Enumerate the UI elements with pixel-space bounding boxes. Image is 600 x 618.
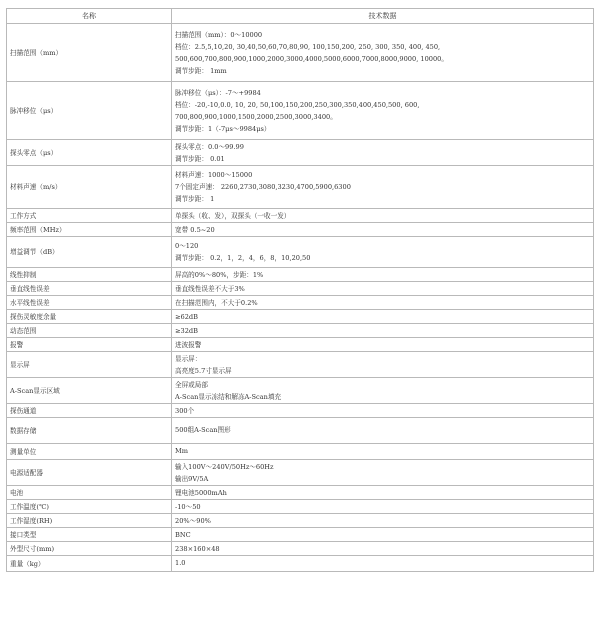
spec-value xyxy=(172,556,594,572)
spec-value xyxy=(172,82,594,140)
spec-value-line: 材料声速：1000～15000 xyxy=(175,171,253,179)
table-row xyxy=(7,528,594,542)
spec-value xyxy=(172,310,594,324)
spec-value-line: 调节步距： 1mm xyxy=(175,66,227,75)
spec-value xyxy=(172,282,594,296)
spec-value-line: 宽带 0.5~20 xyxy=(175,225,215,234)
spec-name: 材料声速（m/s） xyxy=(7,166,172,209)
spec-value-line: 700,800,900,1000,1500,2000,2500,3000,3400。 xyxy=(175,112,337,121)
spec-value xyxy=(172,338,594,352)
spec-value-line: 在扫描范围内，不大于0.2% xyxy=(175,298,258,307)
spec-name: 垂直线性误差 xyxy=(7,282,172,296)
table-row xyxy=(7,542,594,556)
spec-value-line: Mm xyxy=(175,447,189,455)
spec-value xyxy=(172,324,594,338)
spec-value-line: 1.0 xyxy=(175,559,186,567)
spec-value-line: ≥32dB xyxy=(175,326,198,335)
table-row xyxy=(7,500,594,514)
table-row xyxy=(7,166,594,209)
spec-name: 数据存储 xyxy=(7,418,172,444)
header-tech-data: 技术数据 xyxy=(172,9,594,24)
spec-name: 扫描范围（mm） xyxy=(7,24,172,82)
spec-value-line: 显示屏： xyxy=(175,354,202,363)
spec-name: 增益调节（dB） xyxy=(7,237,172,268)
spec-value-line: 屏高的0%～80%，步距：1% xyxy=(175,270,264,279)
spec-name: 电源适配器 xyxy=(7,460,172,486)
spec-value-line: 0～120 xyxy=(175,242,199,250)
spec-name: A-Scan显示区域 xyxy=(7,378,172,404)
spec-value-line: 输出9V/5A xyxy=(175,474,209,483)
spec-name: 探伤灵敏度余量 xyxy=(7,310,172,324)
spec-value xyxy=(172,486,594,500)
spec-value-line: 档位：2.5,5,10,20, 30,40,50,60,70,80,90, 100,150,200, 250, 300, 350, 400, 450, xyxy=(175,42,441,51)
spec-value xyxy=(172,166,594,209)
spec-value xyxy=(172,209,594,223)
spec-value xyxy=(172,460,594,486)
spec-value xyxy=(172,404,594,418)
spec-table xyxy=(6,8,594,572)
spec-value xyxy=(172,237,594,268)
spec-value xyxy=(172,528,594,542)
spec-value xyxy=(172,352,594,378)
spec-name: 电池 xyxy=(7,486,172,500)
table-row xyxy=(7,140,594,166)
spec-value xyxy=(172,296,594,310)
spec-name: 探伤通道 xyxy=(7,404,172,418)
spec-name: 频率范围（MHz） xyxy=(7,223,172,237)
table-row xyxy=(7,352,594,378)
spec-name: 线性抑制 xyxy=(7,268,172,282)
spec-value-line: 500组A-Scan图形 xyxy=(175,426,231,434)
spec-value xyxy=(172,444,594,460)
table-row xyxy=(7,268,594,282)
spec-name: 工作温度(℃) xyxy=(7,500,172,514)
table-row xyxy=(7,378,594,404)
spec-name: 重量（kg） xyxy=(7,556,172,572)
spec-value-line: 扫描范围（mm）：0～10000 xyxy=(175,30,263,39)
table-header-row xyxy=(7,9,594,24)
table-row xyxy=(7,556,594,572)
table-row xyxy=(7,404,594,418)
spec-value-line: 垂直线性误差不大于3% xyxy=(175,284,245,293)
table-row xyxy=(7,324,594,338)
spec-name: 工作湿度(RH) xyxy=(7,514,172,528)
table-row xyxy=(7,296,594,310)
spec-value-line: 锂电池5000mAh xyxy=(175,488,227,497)
table-row xyxy=(7,460,594,486)
spec-table-body xyxy=(7,24,594,572)
spec-name: 探头零点（μs） xyxy=(7,140,172,166)
spec-value xyxy=(172,500,594,514)
table-row xyxy=(7,237,594,268)
spec-value-line: 20%～90% xyxy=(175,516,211,525)
spec-value xyxy=(172,514,594,528)
spec-value-line: 全屏或局部 xyxy=(175,380,208,389)
spec-value-line: 300个 xyxy=(175,406,195,415)
spec-table-wrapper xyxy=(6,8,593,572)
spec-value-line: 238×160×48 xyxy=(175,544,220,553)
spec-value-line: 脉冲移位（μs）：-7～+9984 xyxy=(175,88,261,97)
spec-value-line: 进波报警 xyxy=(175,340,202,349)
spec-value xyxy=(172,268,594,282)
spec-name: 报警 xyxy=(7,338,172,352)
spec-value-line: 档位：-20,-10,0.0, 10, 20, 50,100,150,200,250,300,350,400,450,500, 600, xyxy=(175,100,420,109)
header-name: 名称 xyxy=(7,9,172,24)
spec-value-line: 高亮度5.7寸显示屏 xyxy=(175,366,232,375)
table-row xyxy=(7,310,594,324)
spec-value-line: 调节步距： 1 xyxy=(175,195,215,203)
spec-value-line: 500,600,700,800,900,1000,2000,3000,4000,5000,6000,7000,8000,9000, 10000。 xyxy=(175,54,448,63)
spec-name: 测量单位 xyxy=(7,444,172,460)
spec-value-line: 探头零点：0.0～99.99 xyxy=(175,142,244,151)
spec-name: 脉冲移位（μs） xyxy=(7,82,172,140)
table-row xyxy=(7,223,594,237)
table-row xyxy=(7,82,594,140)
spec-value xyxy=(172,378,594,404)
table-row xyxy=(7,282,594,296)
spec-value xyxy=(172,223,594,237)
table-row xyxy=(7,418,594,444)
spec-value-line: 调节步距： 0.01 xyxy=(175,154,225,163)
table-row xyxy=(7,24,594,82)
table-row xyxy=(7,209,594,223)
spec-value-line: 调节步距： 0.2，1，2，4，6，8，10,20,50 xyxy=(175,254,311,262)
spec-value xyxy=(172,140,594,166)
spec-name: 水平线性误差 xyxy=(7,296,172,310)
spec-value xyxy=(172,542,594,556)
spec-value xyxy=(172,24,594,82)
spec-name: 显示屏 xyxy=(7,352,172,378)
table-row xyxy=(7,486,594,500)
spec-value-line: BNC xyxy=(175,530,191,539)
spec-name: 外型尺寸(mm) xyxy=(7,542,172,556)
spec-value-line: 输入100V～240V/50Hz～60Hz xyxy=(175,462,274,471)
spec-value-line: 单探头（收、发），双探头（一收一发） xyxy=(175,211,291,220)
spec-name: 工作方式 xyxy=(7,209,172,223)
table-row xyxy=(7,338,594,352)
spec-value xyxy=(172,418,594,444)
table-row xyxy=(7,444,594,460)
spec-value-line: 7个固定声速： 2260,2730,3080,3230,4700,5900,6300 xyxy=(175,183,351,191)
table-row xyxy=(7,514,594,528)
spec-name: 接口类型 xyxy=(7,528,172,542)
spec-value-line: ≥62dB xyxy=(175,312,198,321)
spec-value-line: A-Scan显示冻结和解冻A-Scan填充 xyxy=(175,392,282,401)
spec-value-line: -10～50 xyxy=(175,502,201,511)
spec-name: 动态范围 xyxy=(7,324,172,338)
spec-value-line: 调节步距：1（-7μs～9984μs） xyxy=(175,124,271,133)
